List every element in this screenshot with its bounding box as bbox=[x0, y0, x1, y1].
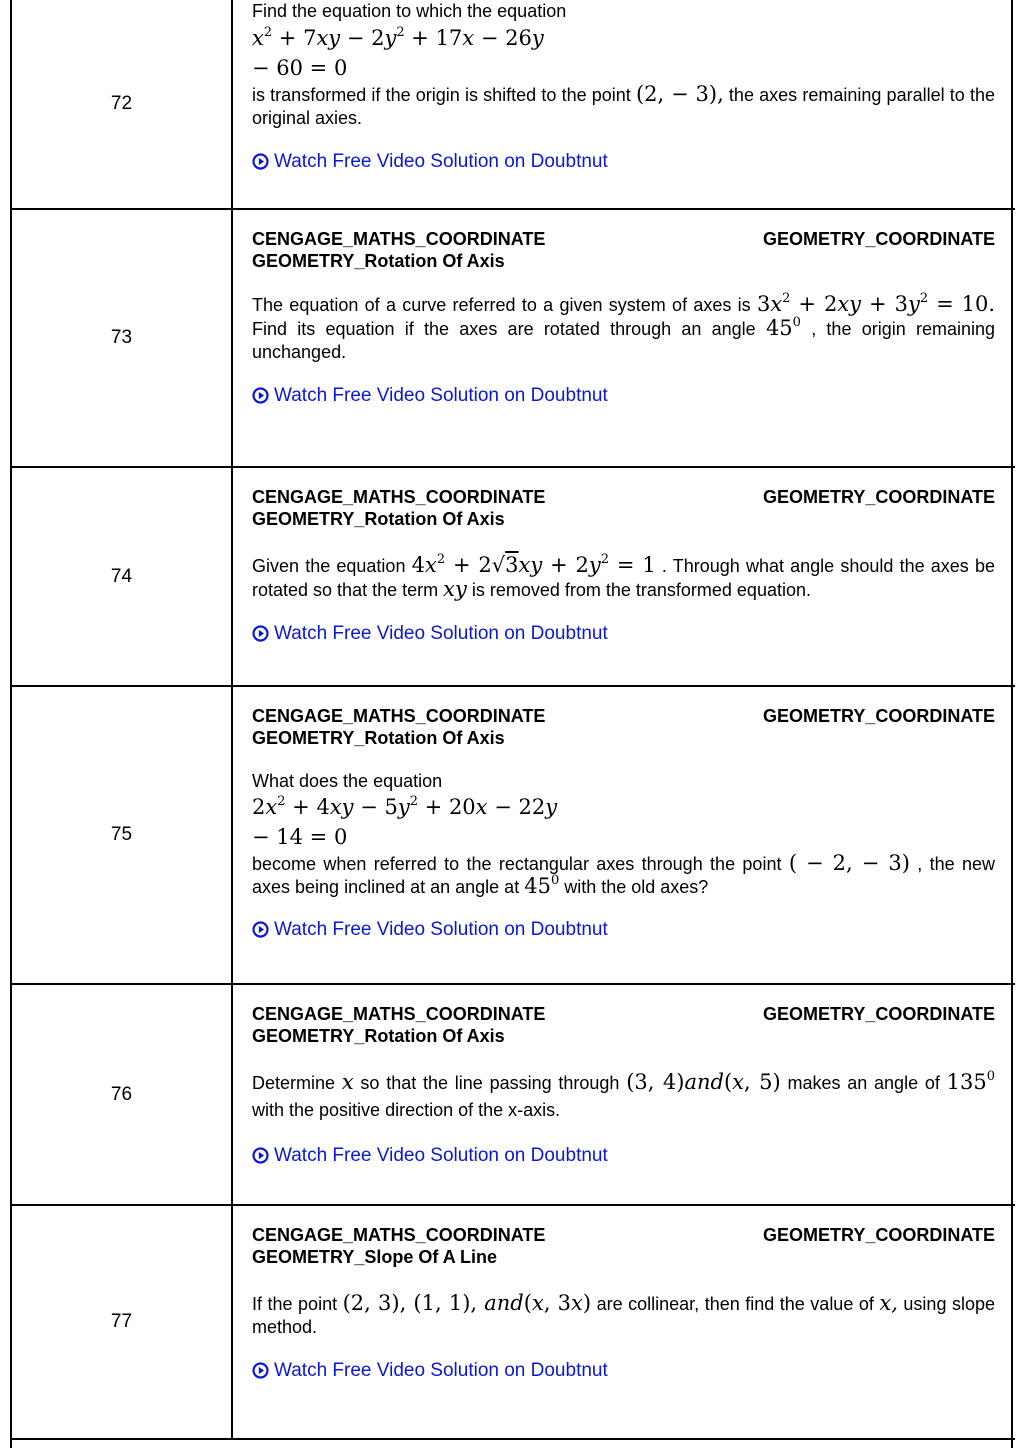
term-expression: xy bbox=[443, 577, 467, 601]
play-circle-icon bbox=[252, 1362, 269, 1379]
watch-video-label: Watch Free Video Solution on Doubtnut bbox=[274, 385, 608, 406]
angle-value: $45^0$ bbox=[765, 315, 801, 340]
points-expression: (2, 3), (1, 1), and(x, 3x) bbox=[342, 1291, 592, 1315]
source-header bbox=[252, 486, 995, 508]
question-table bbox=[10, 0, 1013, 1448]
source-header-left: CENGAGE_MATHS_COORDINATE bbox=[252, 1225, 546, 1245]
question-row-73 bbox=[12, 210, 1015, 468]
watch-video-link[interactable] bbox=[252, 1359, 608, 1382]
question-text-part: with the positive direction of the x-axis. bbox=[252, 1100, 561, 1120]
source-header bbox=[252, 228, 995, 250]
watch-video-link[interactable] bbox=[252, 384, 608, 407]
question-number: 73 bbox=[12, 210, 233, 466]
variable: x bbox=[341, 1070, 354, 1094]
question-row-76 bbox=[12, 985, 1015, 1206]
source-header bbox=[252, 1224, 995, 1246]
question-text-part: . Through what angle should the axes be rotated so that the term bbox=[252, 556, 995, 600]
watch-video-label: Watch Free Video Solution on Doubtnut bbox=[274, 623, 608, 644]
question-content bbox=[233, 687, 1015, 983]
equation: $3x^2 + 2xy + 3y^2 = 10$. bbox=[756, 291, 996, 316]
question-text-part: so that the line passing through bbox=[353, 1073, 627, 1093]
play-circle-icon bbox=[252, 153, 269, 170]
question-content bbox=[233, 0, 1015, 208]
source-topic: GEOMETRY_Rotation Of Axis bbox=[252, 1026, 505, 1046]
question-text bbox=[252, 770, 995, 898]
question-text-part: using slope method. bbox=[252, 1294, 995, 1337]
watch-video-link[interactable] bbox=[252, 150, 608, 173]
question-number: 72 bbox=[12, 0, 233, 208]
question-text-part: makes an angle of bbox=[780, 1073, 947, 1093]
question-text bbox=[252, 0, 995, 130]
source-header bbox=[252, 1003, 995, 1025]
question-intro: What does the equation bbox=[252, 771, 443, 791]
question-text bbox=[252, 1292, 995, 1339]
source-topic: GEOMETRY_Rotation Of Axis bbox=[252, 509, 505, 529]
question-number: 77 bbox=[12, 1206, 233, 1438]
angle-value: $135^0$ bbox=[946, 1069, 996, 1094]
source-header-right: GEOMETRY_COORDINATE bbox=[762, 706, 995, 726]
question-content bbox=[233, 210, 1015, 466]
play-circle-icon bbox=[252, 387, 269, 404]
watch-video-link[interactable] bbox=[252, 622, 608, 645]
question-number: 75 bbox=[12, 687, 233, 983]
source-header-right: GEOMETRY_COORDINATE bbox=[762, 1004, 995, 1024]
source-header bbox=[252, 705, 995, 727]
question-text-part: The equation of a curve referred to a given system of axes is bbox=[252, 295, 757, 315]
question-text-part: the axes remaining parallel to the original axies. bbox=[252, 85, 995, 128]
question-content bbox=[233, 468, 1015, 685]
watch-video-label: Watch Free Video Solution on Doubtnut bbox=[274, 151, 608, 172]
source-topic: GEOMETRY_Slope Of A Line bbox=[252, 1247, 498, 1267]
question-row-75 bbox=[12, 687, 1015, 985]
source-header-left: CENGAGE_MATHS_COORDINATE bbox=[252, 229, 546, 249]
question-text-part: If the point bbox=[252, 1294, 343, 1314]
question-row-77 bbox=[12, 1206, 1015, 1440]
source-header-left: CENGAGE_MATHS_COORDINATE bbox=[252, 706, 546, 726]
angle-value: $45^0$ bbox=[524, 873, 560, 898]
question-content bbox=[233, 985, 1015, 1204]
question-text-part: Determine bbox=[252, 1073, 342, 1093]
play-circle-icon bbox=[252, 921, 269, 938]
watch-video-label: Watch Free Video Solution on Doubtnut bbox=[274, 919, 608, 940]
equation: $4x^2 + 2√3xy + 2y^2 = 1$ bbox=[411, 552, 656, 577]
watch-video-label: Watch Free Video Solution on Doubtnut bbox=[274, 1145, 608, 1166]
point-expression: (2, − 3), bbox=[635, 82, 724, 106]
equation-line-2: − 60 = 0 bbox=[252, 56, 348, 80]
source-header-right: GEOMETRY_COORDINATE bbox=[762, 1225, 995, 1245]
play-circle-icon bbox=[252, 1147, 269, 1164]
question-text bbox=[252, 293, 995, 364]
question-text-part: , the origin remaining unchanged. bbox=[252, 319, 995, 362]
question-text bbox=[252, 554, 995, 602]
play-circle-icon bbox=[252, 625, 269, 642]
question-text-part: Find its equation if the axes are rotated through an angle bbox=[252, 319, 766, 339]
variable: x, bbox=[879, 1291, 898, 1315]
watch-video-link[interactable] bbox=[252, 1144, 608, 1167]
question-text-part: is transformed if the origin is shifted to the point bbox=[252, 85, 636, 105]
question-text-part: become when referred to the rectangular axes through the point bbox=[252, 854, 789, 874]
source-topic: GEOMETRY_Rotation Of Axis bbox=[252, 728, 505, 748]
points-expression: (3, 4)and(x, 5) bbox=[626, 1070, 781, 1094]
question-text-part: is removed from the transformed equation. bbox=[466, 580, 811, 600]
question-number: 76 bbox=[12, 985, 233, 1204]
source-header-left: CENGAGE_MATHS_COORDINATE bbox=[252, 487, 546, 507]
watch-video-label: Watch Free Video Solution on Doubtnut bbox=[274, 1360, 608, 1381]
question-content bbox=[233, 1206, 1015, 1438]
question-text bbox=[252, 1069, 995, 1124]
equation-line-1: $x^2 + 7xy - 2y^2 + 17x - 26y$ bbox=[252, 25, 544, 50]
question-text-part: , the new axes being inclined at an angle at bbox=[252, 854, 995, 897]
question-text-part: are collinear, then find the value of bbox=[591, 1294, 880, 1314]
source-topic: GEOMETRY_Rotation Of Axis bbox=[252, 251, 505, 271]
point-expression: ( − 2, − 3) bbox=[788, 851, 910, 875]
question-row-74 bbox=[12, 468, 1015, 687]
source-header-left: CENGAGE_MATHS_COORDINATE bbox=[252, 1004, 546, 1024]
question-text-part: with the old axes? bbox=[559, 877, 709, 897]
question-text-part: Given the equation bbox=[252, 556, 412, 576]
equation-line-2: − 14 = 0 bbox=[252, 825, 348, 849]
source-header-right: GEOMETRY_COORDINATE bbox=[762, 487, 995, 507]
question-number: 74 bbox=[12, 468, 233, 685]
question-row-72 bbox=[12, 0, 1015, 210]
equation-line-1: $2x^2 + 4xy - 5y^2 + 20x - 22y$ bbox=[252, 794, 558, 819]
watch-video-link[interactable] bbox=[252, 918, 608, 941]
question-intro: Find the equation to which the equation bbox=[252, 1, 567, 21]
source-header-right: GEOMETRY_COORDINATE bbox=[762, 229, 995, 249]
